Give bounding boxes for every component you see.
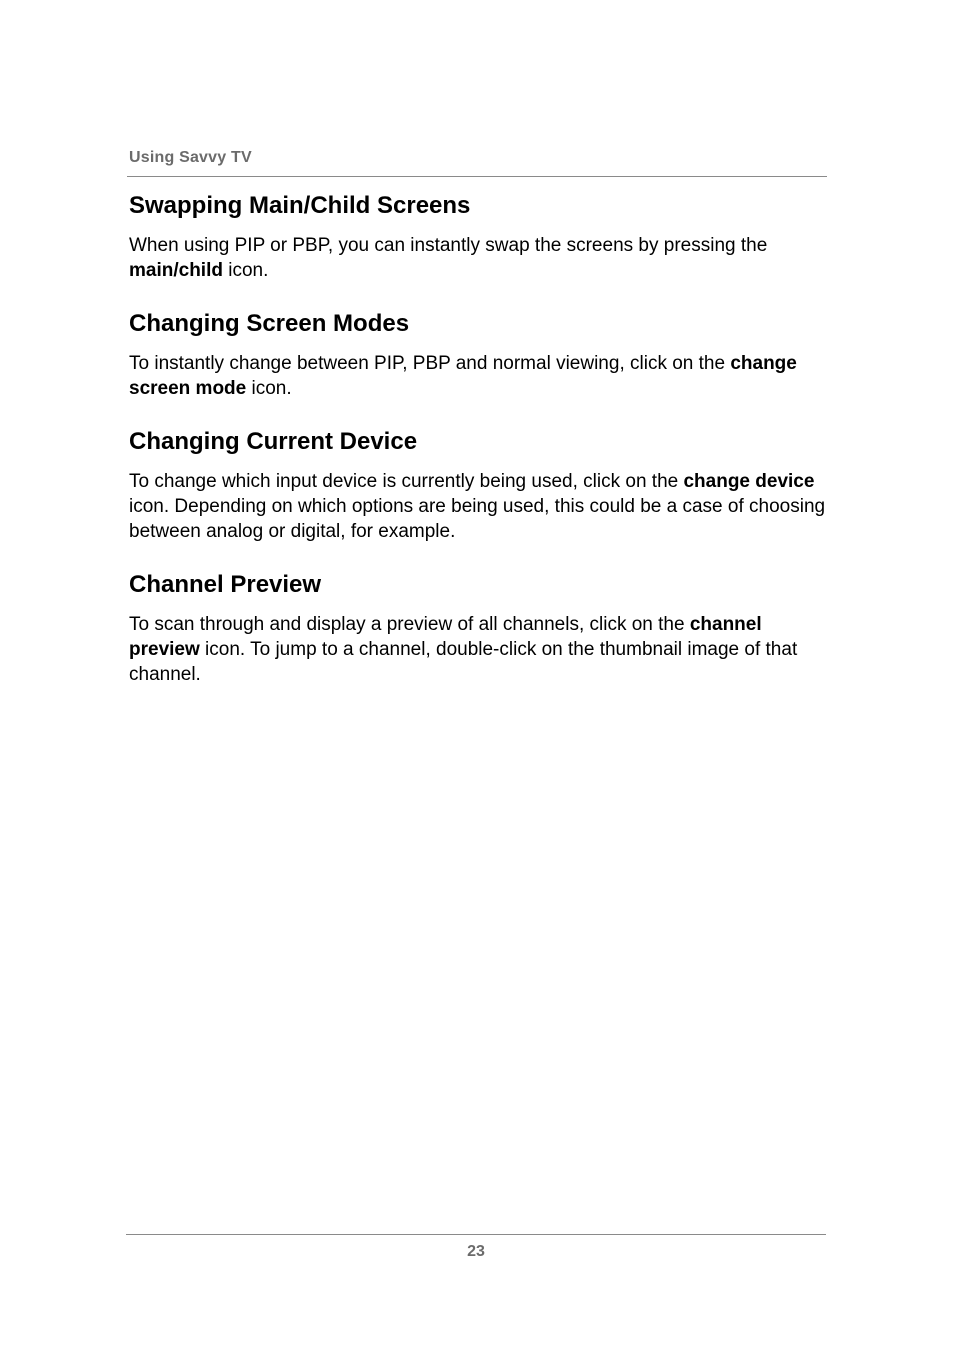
running-header: Using Savvy TV <box>129 149 252 166</box>
paragraph-bold-term: channel preview <box>129 614 762 660</box>
paragraph-text: When using PIP or PBP, you can instantly swap the screens by pressing the <box>129 235 768 256</box>
paragraph-bold-term: change device <box>683 471 815 492</box>
section-heading: Channel Preview <box>129 571 322 598</box>
section-changing-current-device <box>129 426 829 544</box>
page-number: 23 <box>467 1243 485 1260</box>
section-paragraph <box>129 233 829 283</box>
section-paragraph <box>129 612 829 687</box>
paragraph-text: icon. Depending on which options are being used, this could be a case of choosing between analog or digital, for example. <box>129 496 826 542</box>
section-heading: Swapping Main/Child Screens <box>129 192 471 219</box>
paragraph-bold-term: change screen mode <box>129 353 797 399</box>
paragraph-bold-term: main/child <box>129 260 223 281</box>
footer-rule <box>126 1234 826 1235</box>
paragraph-text: To scan through and display a preview of all channels, click on the <box>129 614 690 635</box>
section-heading: Changing Current Device <box>129 428 418 455</box>
section-changing-screen-modes <box>129 308 829 401</box>
section-paragraph <box>129 469 829 544</box>
paragraph-text: To change which input device is currently being used, click on the <box>129 471 684 492</box>
paragraph-text: icon. <box>246 378 292 399</box>
page-content <box>129 190 829 712</box>
paragraph-text: To instantly change between PIP, PBP and normal viewing, click on the <box>129 353 731 374</box>
section-paragraph <box>129 351 829 401</box>
section-heading: Changing Screen Modes <box>129 310 410 337</box>
paragraph-text: icon. To jump to a channel, double-click on the thumbnail image of that channel. <box>129 639 798 685</box>
section-swapping-screens <box>129 190 829 283</box>
section-channel-preview <box>129 569 829 687</box>
paragraph-text: icon. <box>222 260 269 281</box>
header-rule <box>127 176 827 177</box>
